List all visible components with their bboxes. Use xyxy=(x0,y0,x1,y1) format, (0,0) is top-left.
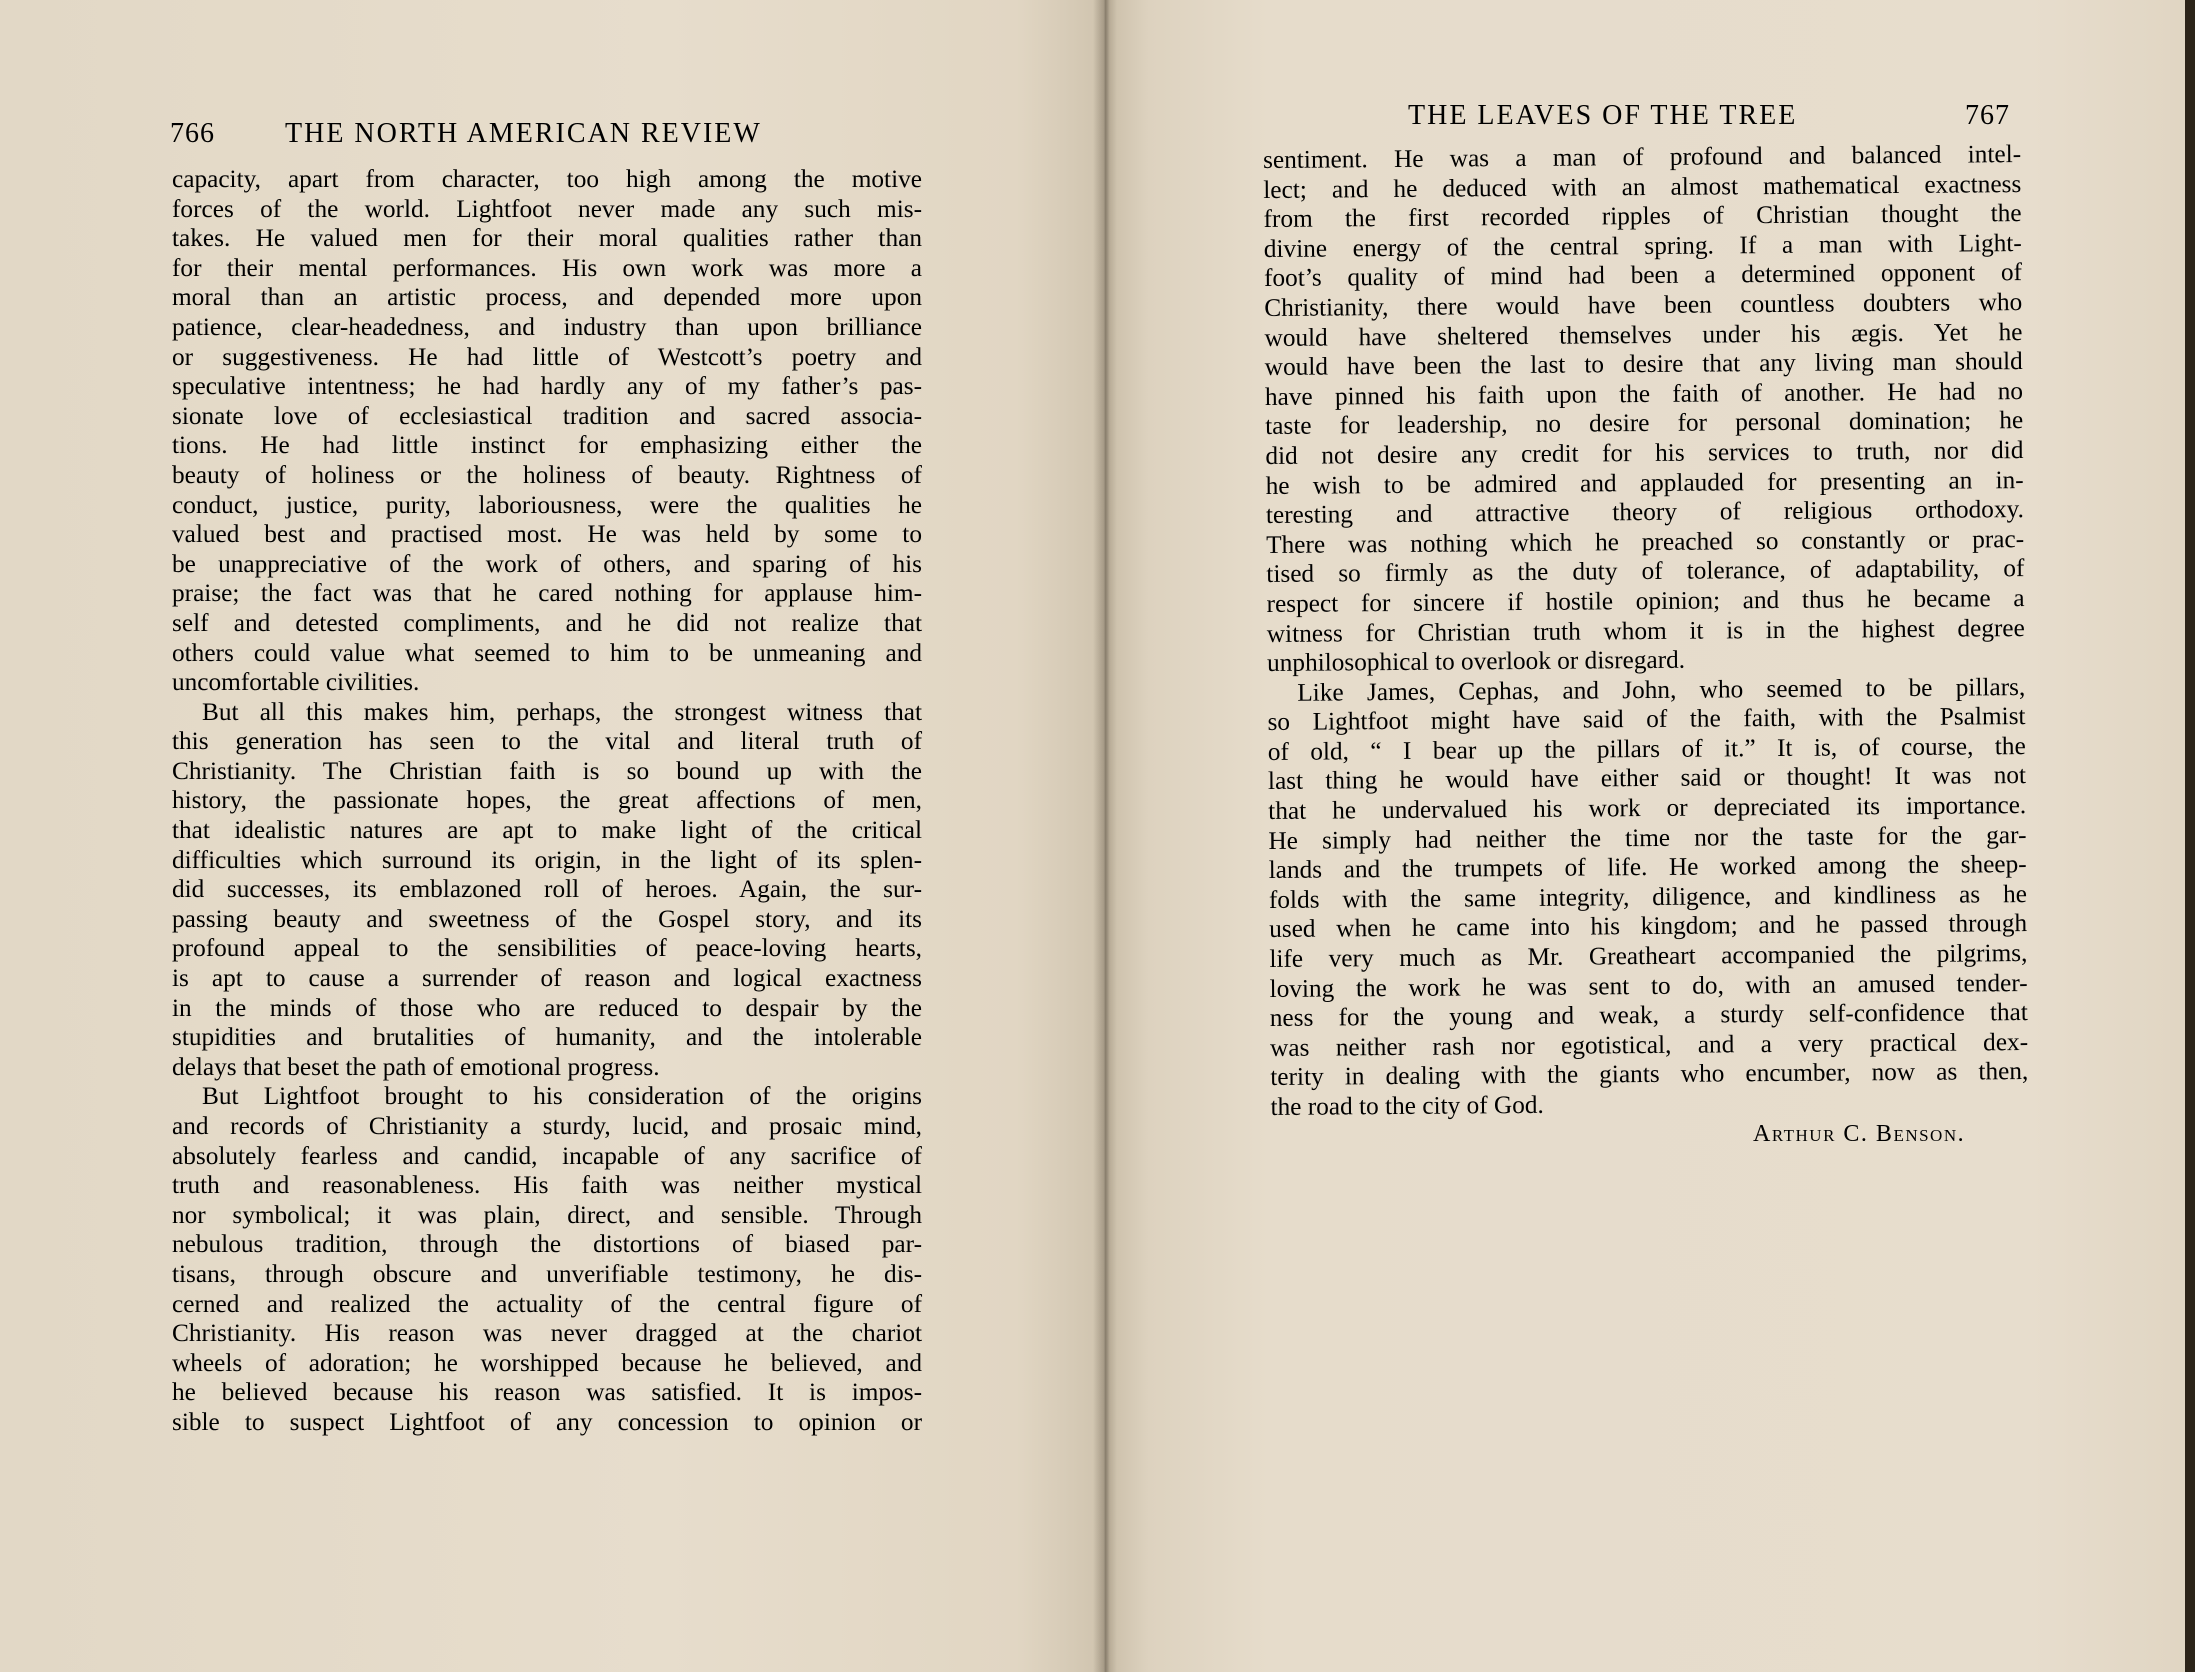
text-line: divine energy of the central spring. If a man with Light- xyxy=(1263,228,2022,263)
text-line: terity in dealing with the giants who encumber, now as then, xyxy=(1270,1057,2029,1092)
text-line: moral than an artistic process, and depended more upon xyxy=(172,283,922,312)
text-line: tions. He had little instinct for emphasizing either the xyxy=(172,431,922,460)
right-body-text xyxy=(1263,140,2029,1123)
text-line: tised so firmly as the duty of tolerance, of adaptability, of xyxy=(1266,554,2025,589)
left-running-title: THE NORTH AMERICAN REVIEW xyxy=(285,118,762,149)
text-line: from the first recorded ripples of Christian thought the xyxy=(1263,199,2022,234)
text-line: would have sheltered themselves under his ægis. Yet he xyxy=(1264,317,2023,352)
text-line: beauty of holiness or the holiness of beauty. Rightness of xyxy=(172,460,922,489)
text-line: nor symbolical; it was plain, direct, and sensible. Through xyxy=(172,1200,922,1229)
text-line: of old, “ I bear up the pillars of it.” It is, of course, the xyxy=(1267,731,2026,766)
text-line: is apt to cause a surrender of reason and logical exactness xyxy=(172,964,922,993)
text-line: conduct, justice, purity, laboriousness, were the qualities he xyxy=(172,490,922,519)
paragraph-start-line: Like James, Cephas, and John, who seemed to be pillars, xyxy=(1297,672,2026,707)
text-line: taste for leadership, no desire for personal domination; he xyxy=(1265,406,2024,441)
text-line: respect for sincere if hostile opinion; and thus he became a xyxy=(1266,583,2025,618)
text-line: teresting and attractive theory of religious orthodoxy. xyxy=(1265,495,2024,530)
text-line: would have been the last to desire that any living man should xyxy=(1264,347,2023,382)
text-line: wheels of adoration; he worshipped because he believed, and xyxy=(172,1348,922,1377)
text-line: There was nothing which he preached so constantly or prac- xyxy=(1266,524,2025,559)
text-line: for their mental performances. His own work was more a xyxy=(172,253,922,282)
text-line: so Lightfoot might have said of the faith, with the Psalmist xyxy=(1267,702,2026,737)
text-line: loving the work he was sent to do, with an amused tender- xyxy=(1269,968,2028,1003)
text-line: lect; and he deduced with an almost mathematical exactness xyxy=(1263,169,2022,204)
text-line: unphilosophical to overlook or disregard. xyxy=(1266,645,1686,678)
right-page-number: 767 xyxy=(1965,100,2010,131)
text-line: sible to suspect Lightfoot of any concession to opinion or xyxy=(172,1407,922,1436)
text-line: praise; the fact was that he cared nothing for applause him- xyxy=(172,579,922,608)
text-line: used when he came into his kingdom; and he passed through xyxy=(1269,909,2028,944)
text-line: uncomfortable civilities. xyxy=(172,668,420,697)
text-line: speculative intentness; he had hardly any of my father’s pas- xyxy=(172,372,922,401)
text-line: he believed because his reason was satisfied. It is impos- xyxy=(172,1378,922,1407)
text-line: sionate love of ecclesiastical tradition and sacred associa- xyxy=(172,401,922,430)
text-line: have pinned his faith upon the faith of another. He had no xyxy=(1264,376,2024,411)
text-line: absolutely fearless and candid, incapable of any sacrifice of xyxy=(172,1141,922,1170)
paragraph-start-line: But Lightfoot brought to his consideration of the origins xyxy=(202,1082,922,1111)
text-line: history, the passionate hopes, the great affections of men, xyxy=(172,786,922,815)
paragraph-start-line: But all this makes him, perhaps, the strongest witness that xyxy=(202,697,922,726)
text-line: that idealistic natures are apt to make light of the critical xyxy=(172,816,922,845)
text-line: forces of the world. Lightfoot never made any such mis- xyxy=(172,194,922,223)
text-line: witness for Christian truth whom it is in the highest degree xyxy=(1266,613,2025,648)
text-line: Christianity. His reason was never dragged at the chariot xyxy=(172,1319,922,1348)
text-line: folds with the same integrity, diligence, and kindliness as he xyxy=(1268,879,2028,914)
text-line: self and detested compliments, and he did not realize that xyxy=(172,608,922,637)
text-line: in the minds of those who are reduced to despair by the xyxy=(172,993,922,1022)
text-line: valued best and practised most. He was held by some to xyxy=(172,520,922,549)
text-line: was neither rash nor egotistical, and a very practical dex- xyxy=(1269,1027,2029,1062)
text-line: sentiment. He was a man of profound and balanced intel- xyxy=(1263,140,2022,174)
text-line: life very much as Mr. Greatheart accompanied the pilgrims, xyxy=(1269,939,2028,974)
text-line: that he undervalued his work or depreciated its importance. xyxy=(1268,791,2027,826)
text-line: the road to the city of God. xyxy=(1270,1090,1544,1121)
book-gutter xyxy=(1093,0,1117,1672)
text-line: takes. He valued men for their moral qualities rather than xyxy=(172,224,922,253)
text-line: capacity, apart from character, too high among the motive xyxy=(172,165,922,193)
text-line: cerned and realized the actuality of the central figure of xyxy=(172,1289,922,1318)
text-line: last thing he would have either said or thought! It was not xyxy=(1267,761,2027,796)
text-line: lands and the trumpets of life. He worked among the sheep- xyxy=(1268,850,2027,885)
text-line: and records of Christianity a sturdy, lucid, and prosaic mind, xyxy=(172,1112,922,1140)
page-edge xyxy=(2185,0,2195,1672)
text-line: nebulous tradition, through the distortions of biased par- xyxy=(172,1230,922,1259)
author-signature: Arthur C. Benson. xyxy=(1753,1121,1966,1147)
text-line: foot’s quality of mind had been a determined opponent of xyxy=(1263,258,2023,293)
text-line: Christianity, there would have been countless doubters who xyxy=(1264,288,2023,322)
text-line: He simply had neither the time nor the taste for the gar- xyxy=(1268,820,2027,855)
text-line: truth and reasonableness. His faith was neither mystical xyxy=(172,1171,922,1200)
text-line: did successes, its emblazoned roll of heroes. Again, the sur- xyxy=(172,875,922,904)
text-line: profound appeal to the sensibilities of peace-loving hearts, xyxy=(172,934,922,963)
text-line: stupidities and brutalities of humanity, and the intolerable xyxy=(172,1023,922,1052)
text-line: he wish to be admired and applauded for presenting an in- xyxy=(1265,465,2024,500)
text-line: delays that beset the path of emotional progress. xyxy=(172,1052,660,1081)
text-line: others could value what seemed to him to be unmeaning and xyxy=(172,638,922,667)
text-line: did not desire any credit for his services to truth, nor did xyxy=(1265,435,2024,470)
left-page-number: 766 xyxy=(170,118,215,149)
text-line: or suggestiveness. He had little of Westcott’s poetry and xyxy=(172,342,922,371)
text-line: passing beauty and sweetness of the Gospel story, and its xyxy=(172,904,922,933)
right-running-title: THE LEAVES OF THE TREE xyxy=(1408,100,1798,131)
text-line: patience, clear-headedness, and industry than upon brilliance xyxy=(172,312,922,341)
text-line: ness for the young and weak, a sturdy self-confidence that xyxy=(1269,998,2028,1033)
left-body-text xyxy=(172,165,922,1438)
text-line: Christianity. The Christian faith is so bound up with the xyxy=(172,756,922,785)
text-line: be unappreciative of the work of others, and sparing of his xyxy=(172,549,922,578)
text-line: this generation has seen to the vital and literal truth of xyxy=(172,727,922,756)
text-line: tisans, through obscure and unverifiable testimony, he dis- xyxy=(172,1259,922,1288)
text-line: difficulties which surround its origin, in the light of its splen- xyxy=(172,845,922,874)
